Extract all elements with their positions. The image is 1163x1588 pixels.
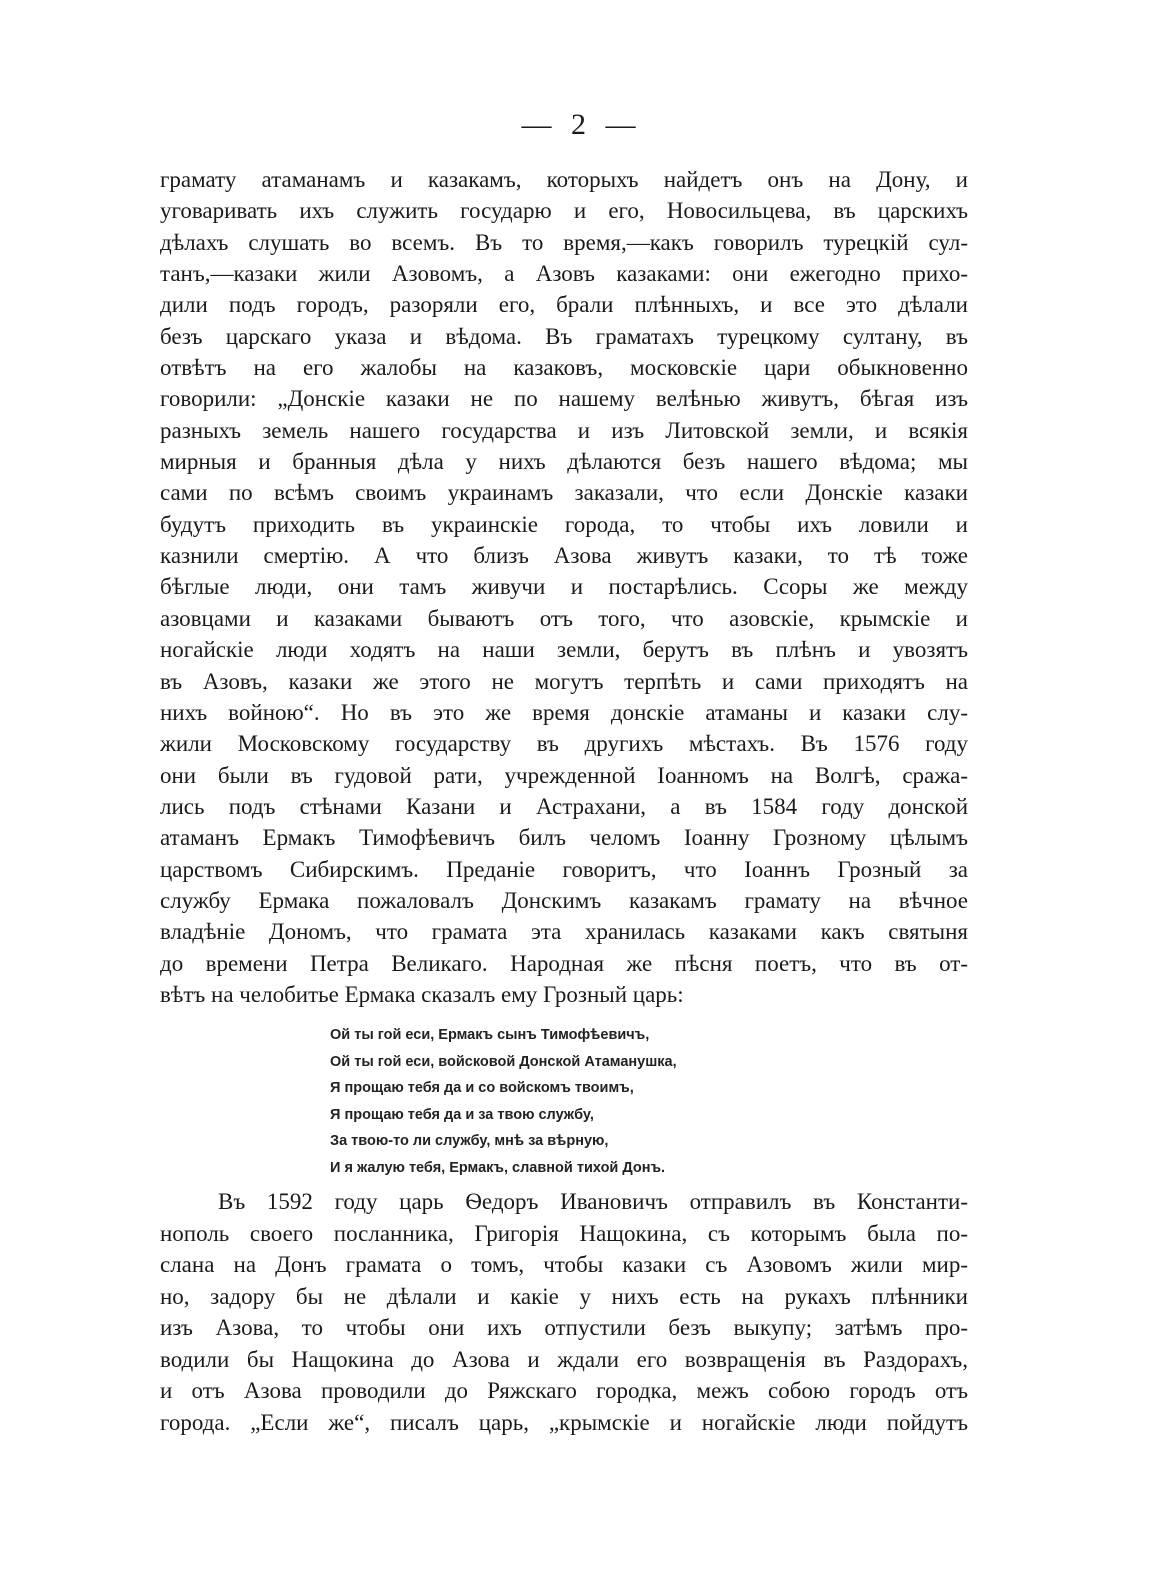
paragraph-1: [160, 164, 968, 1010]
text-line: въ Азовъ, казаки же этого не могутъ терпѣть и сами приходятъ на: [160, 668, 968, 694]
text-line: уговаривать ихъ служить государю и его, Новосильцева, въ царскихъ: [160, 198, 968, 224]
text-line: службу Ермака пожаловалъ Донскимъ казакамъ грамату на вѣчное: [160, 887, 968, 913]
text-line: дили подъ городъ, разоряли его, брали плѣнныхъ, и все это дѣлали: [160, 292, 968, 318]
text-line: но, задору бы не дѣлали и какіе у нихъ есть на рукахъ плѣнники: [160, 1283, 968, 1309]
text-line: лись подъ стѣнами Казани и Астрахани, а въ 1584 году донской: [160, 793, 968, 819]
text-line: говорили: „Донскіе казаки не по нашему велѣнью живутъ, бѣгая изъ: [160, 386, 968, 412]
text-line: отвѣтъ на его жалобы на казаковъ, московскіе цари обыкновенно: [160, 355, 968, 381]
verse-line: За твою-то ли службу, мнѣ за вѣрную,: [330, 1133, 609, 1150]
text-line: казнили смертію. А что близъ Азова живутъ казаки, то тѣ тоже: [160, 543, 968, 569]
text-line: вѣтъ на челобитье Ермака сказалъ ему Грозный царь:: [160, 981, 684, 1007]
text-line: Въ 1592 году царь Ѳедоръ Ивановичъ отправилъ въ Константи-: [218, 1189, 968, 1214]
verse-line: Я прощаю тебя да и за твою службу,: [330, 1106, 594, 1123]
text-line: жили Московскому государству въ другихъ мѣстахъ. Въ 1576 году: [160, 731, 968, 757]
text-line: до времени Петра Великаго. Народная же пѣсня поетъ, что въ от-: [160, 950, 968, 976]
text-line: владѣніе Дономъ, что грамата эта хранилась казаками какъ святыня: [160, 919, 968, 945]
text-line: грамату атаманамъ и казакамъ, которыхъ найдетъ онъ на Дону, и: [160, 167, 968, 192]
text-line: азовцами и казаками бываютъ отъ того, что азовскіе, крымскіе и: [160, 605, 968, 631]
text-line: изъ Азова, то чтобы они ихъ отпустили безъ выкупу; затѣмъ про-: [160, 1315, 968, 1340]
text-line: они были въ гудовой рати, учрежденной Іоанномъ на Волгѣ, сража-: [160, 762, 968, 788]
text-line: мирныя и бранныя дѣла у нихъ дѣлаются безъ нашего вѣдома; мы: [160, 449, 968, 475]
text-line: бѣглые люди, они тамъ живучи и постарѣлись. Ссоры же между: [160, 574, 968, 600]
text-line: разныхъ земель нашего государства и изъ Литовской земли, и всякія: [160, 417, 968, 443]
verse-line: Ой ты гой еси, Ермакъ сынъ Тимофѣевичъ,: [330, 1027, 650, 1043]
text-line: нихъ войною“. Но въ это же время донскіе атаманы и казаки слу-: [160, 699, 968, 725]
song-verse: [330, 1022, 790, 1182]
text-line: будутъ приходить въ украинскіе города, то чтобы ихъ ловили и: [160, 511, 968, 537]
text-line: нополь своего посланника, Григорія Нащокина, съ которымъ была по-: [160, 1220, 968, 1246]
text-line: танъ,—казаки жили Азовомъ, а Азовъ казаками: они ежегодно прихо-: [160, 261, 968, 287]
page-number: — 2 —: [521, 108, 642, 141]
text-line: слана на Донъ грамата о томъ, чтобы казаки съ Азовомъ жили мир-: [160, 1252, 968, 1277]
text-line: города. „Если же“, писалъ царь, „крымскіе и ногайскіе люди пойдутъ: [160, 1409, 968, 1435]
paragraph-2: [160, 1186, 968, 1438]
text-line: атаманъ Ермакъ Тимофѣевичъ билъ челомъ Іоанну Грозному цѣлымъ: [160, 825, 968, 851]
verse-line: И я жалую тебя, Ермакъ, славной тихой Донъ.: [330, 1159, 666, 1176]
text-line: царствомъ Сибирскимъ. Преданіе говоритъ, что Іоаннъ Грозный за: [160, 856, 968, 882]
verse-line: Ой ты гой еси, войсковой Донской Атаманушка,: [330, 1053, 677, 1070]
verse-line: Я прощаю тебя да и со войскомъ твоимъ,: [330, 1080, 634, 1097]
text-line: безъ царскаго указа и вѣдома. Въ граматахъ турецкому султану, въ: [160, 323, 968, 349]
text-line: ногайскіе люди ходятъ на наши земли, берутъ въ плѣнъ и увозятъ: [160, 637, 968, 663]
text-line: сами по всѣмъ своимъ украинамъ заказали, что если Донскіе казаки: [160, 480, 968, 506]
text-line: водили бы Нащокина до Азова и ждали его возвращенія въ Раздорахъ,: [160, 1346, 968, 1372]
text-line: и отъ Азова проводили до Ряжскаго городка, межъ собою городъ отъ: [160, 1378, 968, 1403]
text-line: дѣлахъ слушать во всемъ. Въ то время,—какъ говорилъ турецкій сул-: [160, 229, 968, 255]
